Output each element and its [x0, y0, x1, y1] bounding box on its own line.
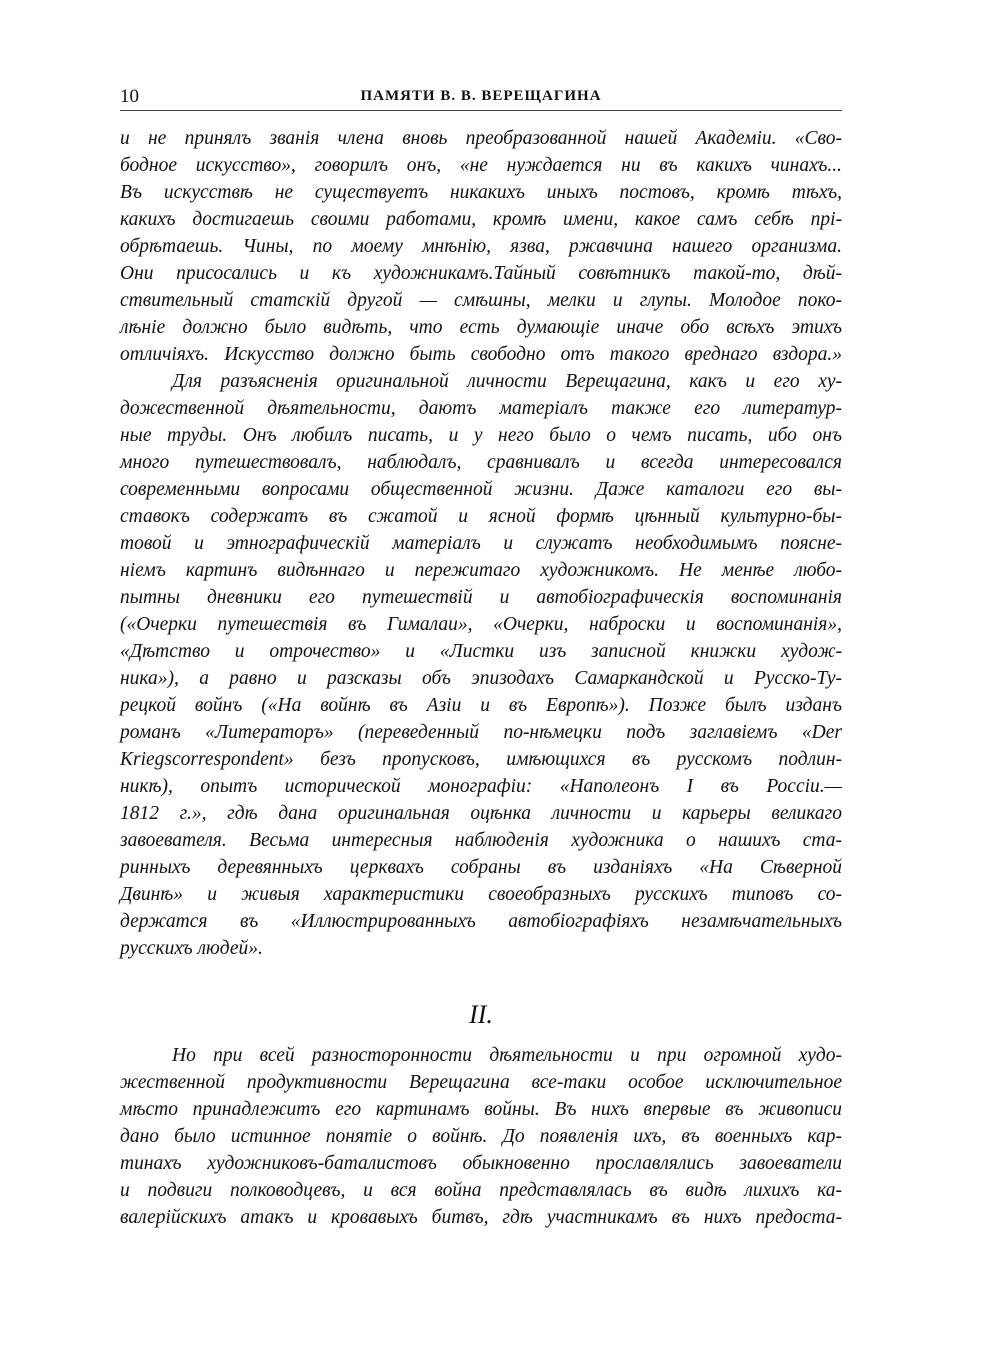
- text-line: какихъ достигаешь своими работами, кромѣ имени, какое самъ себѣ прі-: [120, 209, 842, 230]
- text-line: бодное искусство», говорилъ онъ, «не нуждается ни въ какихъ чинахъ...: [120, 155, 842, 176]
- text-line: обрѣтаешь. Чины, по моему мнѣнію, язва, ржавчина нашего организма.: [120, 236, 842, 257]
- text-line: ника»), а равно и разсказы объ эпизодахъ Самаркандской и Русско-Ту-: [120, 668, 842, 689]
- text-line: никѣ), опытъ исторической монографіи: «Наполеонъ I въ Россіи.—: [120, 776, 842, 797]
- section-number: II.: [469, 1000, 493, 1029]
- text-line: русскихъ людей».: [120, 938, 263, 959]
- text-line: ніемъ картинъ видѣннаго и пережитаго художникомъ. Не менѣе любо-: [120, 560, 842, 581]
- text-line: лѣніе должно было видѣть, что есть думающіе иначе обо всѣхъ этихъ: [120, 317, 842, 338]
- text-line: держатся въ «Иллюстрированныхъ автобіографіяхъ незамѣчательныхъ: [120, 911, 842, 932]
- page-header: [120, 86, 842, 111]
- text-line: 1812 г.», гдѣ дана оригинальная оцѣнка личности и карьеры великаго: [120, 803, 842, 824]
- running-title: ПАМЯТИ В. В. ВЕРЕЩАГИНА: [360, 88, 602, 104]
- text-line: пытны дневники его путешествій и автобіографическія воспоминанія: [120, 587, 842, 608]
- text-line: ставокъ содержатъ въ сжатой и ясной формѣ цѣнный культурно-бы-: [120, 506, 842, 527]
- page-number: 10: [120, 86, 139, 107]
- text-line: («Очерки путешествія въ Гималаи», «Очерки, наброски и воспоминанія»,: [120, 614, 842, 635]
- text-line: тинахъ художниковъ-баталистовъ обыкновенно прославлялись завоеватели: [120, 1153, 842, 1174]
- text-line: современными вопросами общественной жизни. Даже каталоги его вы-: [120, 479, 842, 500]
- text-line: Для разъясненія оригинальной личности Верещагина, какъ и его ху-: [172, 371, 842, 392]
- text-line: романъ «Литераторъ» (переведенный по-нѣмецки подъ заглавіемъ «Der: [120, 722, 842, 743]
- text-line: Но при всей разносторонности дѣятельности и при огромной худо-: [172, 1045, 842, 1066]
- text-line: рецкой войнъ («На войнѣ въ Азіи и въ Европѣ»). Позже былъ изданъ: [120, 695, 842, 716]
- text-line: дожественной дѣятельности, даютъ матеріалъ также его литератур-: [120, 398, 842, 419]
- text-line: ствительный статскій другой — смѣшны, мелки и глупы. Молодое поко-: [120, 290, 842, 311]
- text-line: валерійскихъ атакъ и кровавыхъ битвъ, гдѣ участникамъ въ нихъ предоста-: [120, 1207, 842, 1228]
- text-line: Двинѣ» и живыя характеристики своеобразныхъ русскихъ типовъ со-: [120, 884, 842, 905]
- text-line: Kriegscorrespondent» безъ пропусковъ, имѣющихся въ русскомъ подлин-: [120, 749, 842, 770]
- text-line: завоевателя. Весьма интересныя наблюденія художника о нашихъ ста-: [120, 830, 842, 851]
- text-line: ринныхъ деревянныхъ церквахъ собраны въ изданіяхъ «На Сѣверной: [120, 857, 842, 878]
- text-line: товой и этнографическій матеріалъ и служатъ необходимымъ поясне-: [120, 533, 842, 554]
- text-line: Въ искусствѣ не существуетъ никакихъ иныхъ постовъ, кромѣ тѣхъ,: [120, 182, 842, 203]
- text-line: «Дѣтство и отрочество» и «Листки изъ записной книжки худож-: [120, 641, 842, 662]
- text-line: дано было истинное понятіе о войнѣ. До появленія ихъ, въ военныхъ кар-: [120, 1126, 842, 1147]
- text-line: и не принялъ званія члена вновь преобразованной нашей Академіи. «Сво-: [120, 128, 842, 149]
- text-line: Они присосались и къ художникамъ.Тайный совѣтникъ такой-то, дѣй-: [120, 263, 842, 284]
- text-line: много путешествовалъ, наблюдалъ, сравнивалъ и всегда интересовался: [120, 452, 842, 473]
- text-line: ные труды. Онъ любилъ писать, и у него было о чемъ писать, ибо онъ: [120, 425, 842, 446]
- text-line: жественной продуктивности Верещагина все-таки особое исключительное: [120, 1072, 842, 1093]
- text-line: и подвиги полководцевъ, и вся война представлялась въ видѣ лихихъ ка-: [120, 1180, 842, 1201]
- text-line: отличіяхъ. Искусство должно быть свободно отъ такого вреднаго вздора.»: [120, 344, 842, 365]
- text-line: мѣсто принадлежитъ его картинамъ войны. Въ нихъ впервые въ живописи: [120, 1099, 842, 1120]
